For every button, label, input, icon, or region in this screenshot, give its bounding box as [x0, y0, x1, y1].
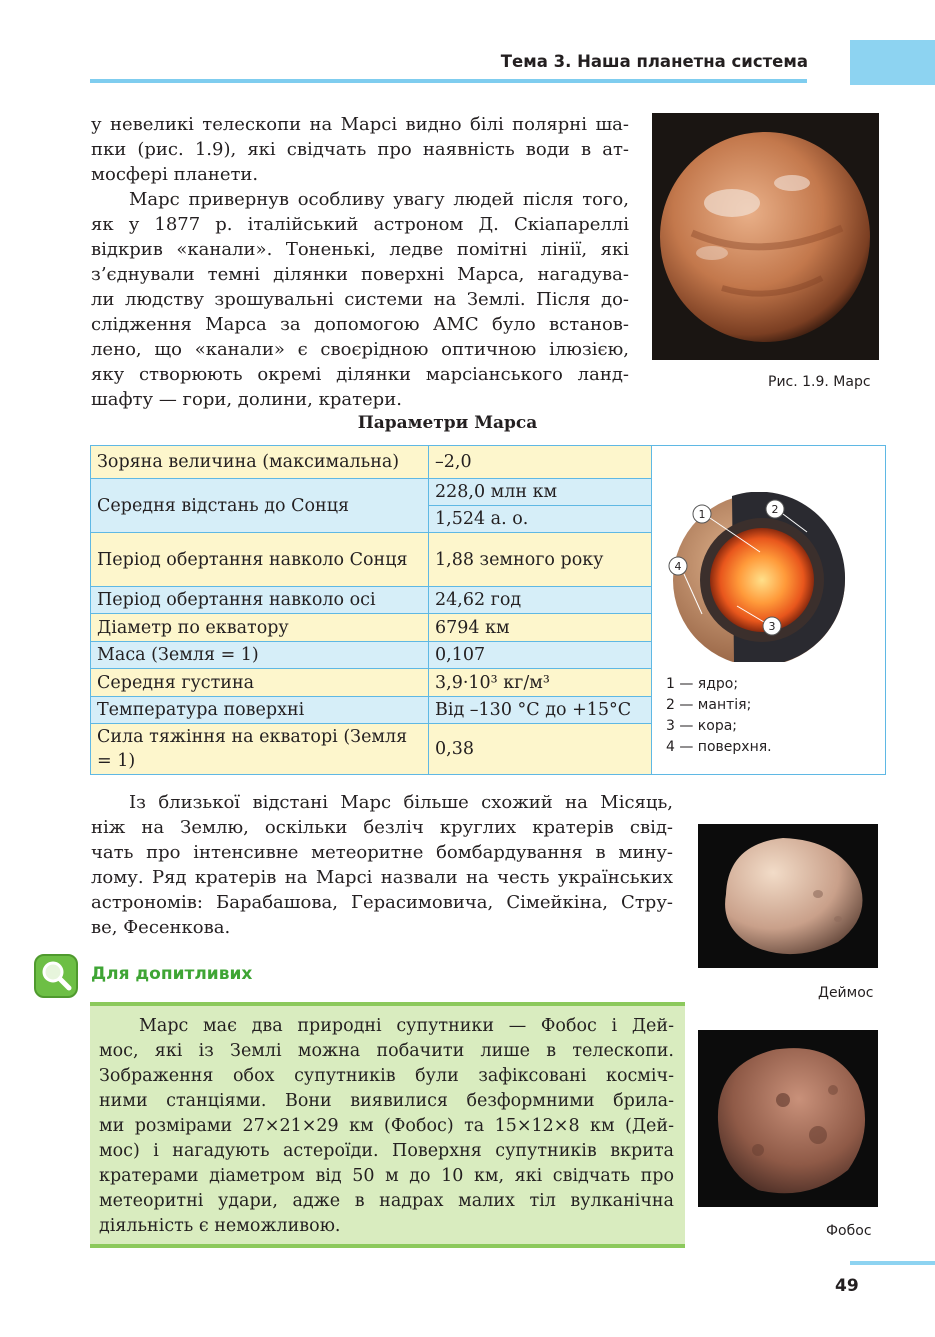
text-line: кратерами діаметром від 50 м до 10 км, які свідчать про	[99, 1166, 674, 1186]
marker-4-label: 4	[674, 560, 682, 573]
legend-item: 1 — ядро;	[666, 676, 739, 692]
text-line: слідження Марса за допомогою АМС було встанов-	[91, 314, 629, 335]
table-cell-value: 6794 км	[429, 614, 652, 642]
deimos-caption: Деймос	[818, 985, 874, 1001]
marker-1-label: 1	[698, 508, 706, 521]
table-cell-value: Від –130 °С до +15°С	[429, 697, 652, 724]
legend-item: 4 — поверхня.	[666, 739, 772, 755]
page-header-title: Тема 3. Наша планетна система	[500, 52, 808, 71]
params-table	[90, 445, 886, 775]
text-line: чать про інтенсивне метеоритне бомбардування в мину-	[91, 842, 673, 863]
table-cell-label: Середня густина	[91, 669, 429, 697]
table-cell-label: Температура поверхні	[91, 697, 429, 724]
header-color-block	[850, 40, 935, 85]
table-cell-label: Період обертання навколо Сонця	[91, 533, 429, 587]
text-line: Марс має два природні супутники — Фобос і Дей-	[139, 1016, 674, 1036]
table-cell-value: 1,88 земного року	[429, 533, 652, 587]
craters-paragraph	[91, 790, 673, 940]
marker-3-label: 3	[768, 620, 776, 633]
text-line: ніж на Землю, оскільки безліч круглих кратерів свід-	[91, 817, 673, 838]
table-cell-value: 3,9·10³ кг/м³	[429, 669, 652, 697]
marker-2-label: 2	[771, 503, 779, 516]
legend-item: 2 — мантія;	[666, 697, 752, 713]
intro-paragraph	[91, 112, 629, 412]
text-line: лому. Ряд кратерів на Марсі назвали на честь українських	[91, 867, 673, 888]
magnifier-icon	[34, 954, 78, 998]
deimos-image	[698, 824, 878, 968]
table-row	[91, 446, 886, 479]
header-rule	[90, 79, 807, 83]
mars-photo	[652, 113, 879, 360]
text-line: мосфері планети.	[91, 164, 259, 185]
legend-item: 3 — кора;	[666, 718, 738, 734]
deimos-photo	[698, 824, 878, 968]
table-cell-value: 0,107	[429, 642, 652, 669]
table-cell-value: 0,38	[429, 724, 652, 775]
text-line: пки (рис. 1.9), які свідчать про наявність води в ат-	[91, 139, 629, 160]
text-line: ними станціями. Вони виявилися безформними брила-	[99, 1091, 674, 1111]
table-cell-value: –2,0	[429, 446, 652, 479]
mars-photo-caption: Рис. 1.9. Марс	[768, 374, 871, 390]
structure-legend	[666, 674, 772, 758]
table-cell-label: Маса (Земля = 1)	[91, 642, 429, 669]
page-number: 49	[835, 1276, 859, 1296]
mars-planet-image	[652, 113, 879, 360]
text-line: ми розмірами 27×21×29 км (Фобос) та 15×12×8 км (Дей-	[99, 1116, 674, 1136]
text-line: мос, які із Землі можна побачити лише в телескопи.	[99, 1041, 674, 1061]
text-line: Марс привернув особливу увагу людей після того,	[129, 189, 629, 210]
text-line: мос) і нагадують астероїди. Поверхня супутників вкрита	[99, 1141, 674, 1161]
table-cell-label: Сила тяжіння на екваторі (Земля = 1)	[91, 724, 429, 775]
phobos-photo	[698, 1030, 878, 1207]
text-line: відкрив «канали». Тоненькі, ледве помітні лінії, які	[91, 239, 629, 260]
text-line: метеоритні удари, адже в надрах малих тіл вулканічна	[99, 1191, 674, 1211]
table-cell-label: Середня відстань до Сонця	[91, 479, 429, 533]
text-line: астрономів: Барабашова, Герасимовича, Сімейкіна, Стру-	[91, 892, 673, 913]
text-line: Зображення обох супутників були зафіксовані косміч-	[99, 1066, 674, 1086]
structure-diagram-cell	[652, 446, 886, 775]
params-table-title: Параметри Марса	[357, 413, 538, 433]
text-line: шафту — гори, долини, кратери.	[91, 389, 402, 410]
table-cell-label: Діаметр по екватору	[91, 614, 429, 642]
table-cell-label: Період обертання навколо осі	[91, 587, 429, 614]
table-cell-value: 24,62 год	[429, 587, 652, 614]
curious-title: Для допитливих	[91, 964, 253, 984]
phobos-caption: Фобос	[826, 1223, 872, 1239]
table-cell-label: Зоряна величина (максимальна)	[91, 446, 429, 479]
text-line: ве, Фесенкова.	[91, 917, 231, 938]
text-line: у невеликі телескопи на Марсі видно білі полярні ша-	[91, 114, 629, 135]
phobos-image	[698, 1030, 878, 1207]
table-cell-value: 1,524 а. о.	[429, 506, 652, 533]
text-line: як у 1877 р. італійський астроном Д. Скіапареллі	[91, 214, 629, 235]
curious-paragraph	[99, 1014, 674, 1239]
curious-box	[90, 1002, 685, 1248]
text-line: яку створюють окремі ділянки марсіанського ланд-	[91, 364, 629, 385]
text-line: ли людству зрошувальні системи на Землі. Після до-	[91, 289, 629, 310]
table-cell-value: 228,0 млн км	[429, 479, 652, 506]
text-line: Із близької відстані Марс більше схожий на Місяць,	[129, 792, 673, 813]
structure-markers	[662, 492, 857, 662]
text-line: з’єднували темні ділянки поверхні Марса, нагадува-	[91, 264, 629, 285]
footer-rule	[850, 1261, 935, 1265]
text-line: лено, що «канали» є своєрідною оптичною ілюзією,	[91, 339, 629, 360]
text-line: діяльність є неможливою.	[99, 1216, 341, 1236]
